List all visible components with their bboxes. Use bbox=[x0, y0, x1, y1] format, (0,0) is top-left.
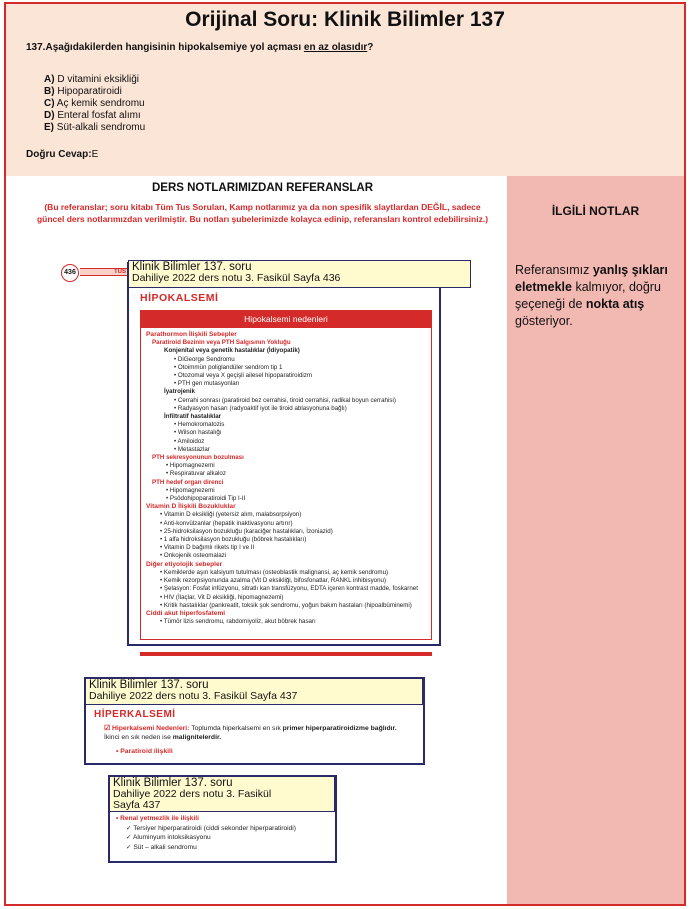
cause-line: • Hipomagnezemi bbox=[166, 486, 215, 494]
notes-heading: İLGİLİ NOTLAR bbox=[551, 204, 640, 218]
cause-line: • Vitamin D bağımlı rikets tip I ve II bbox=[160, 544, 255, 552]
question-mark: ? bbox=[367, 42, 374, 53]
cause-line: • Hemokromatozis bbox=[174, 421, 225, 429]
page-number-badge: 436 bbox=[61, 264, 79, 282]
cause-line: • Radyasyon hasarı (radyoaktif iyot ile tiroid ablasyonuna bağlı) bbox=[174, 404, 347, 412]
references-note: (Bu referanslar; soru kitabı Tüm Tus Soruları, Kamp notlarımız ya da non spesifik slaytlardan DEĞİL, sadece güncel ders notlarımızdan verilmiştir. Bu notları şubelerimizde kolayca edinip, referansları kontrol edebilirsiniz.) bbox=[36, 202, 489, 224]
cause-line: • Metastazlar bbox=[174, 445, 210, 453]
label-title: Klinik Bilimler 137. soru bbox=[113, 777, 233, 789]
renal-item: ✓ Aluminyum intoksikasyonu bbox=[126, 834, 211, 841]
cause-line: • Wilson hastalığı bbox=[174, 429, 222, 437]
section-title-hipokalsemi: HİPOKALSEMİ bbox=[140, 292, 219, 304]
cause-line: • Otozomal veya X geçişli ailesel hipoparatiroidizm bbox=[174, 372, 313, 380]
option-c: C) Aç kemik sendromu bbox=[44, 98, 145, 109]
notes-text: Referansımız yanlış şıkları eletmekle kalmıyor, doğru şeçeneği de nokta atış gösteriyor. bbox=[515, 263, 668, 328]
hipokalsemi-causes-list bbox=[146, 331, 430, 626]
label-title: Klinik Bilimler 137. soru bbox=[132, 261, 252, 273]
option-e: E) Süt-alkali sendromu bbox=[44, 122, 146, 133]
cause-line: • Şelasyon: Fosfat infüzyonu, sitratlı kan transfüzyonu, EDTA içeren kontrast madde, foskarnet bbox=[160, 585, 418, 593]
renal-causes-list bbox=[116, 814, 332, 852]
cause-line: • Tümör lizis sendromu, rabdomiyoliz, akut böbrek hasarı bbox=[160, 618, 316, 626]
cause-line: Ciddi akut hiperfosfatemi bbox=[146, 609, 226, 617]
cause-line: • 1 alfa hidroksilasyon bozukluğu (böbrek hastalıkları) bbox=[160, 536, 307, 544]
label-title: Klinik Bilimler 137. soru bbox=[89, 679, 209, 691]
cause-line: • Vitamin D eksikliği (yetersiz alım, malabsorpsiyon) bbox=[160, 511, 302, 519]
divider bbox=[140, 652, 432, 656]
cause-line: Parathormon İlişkili Sebepler bbox=[146, 331, 237, 338]
option-b: B) Hipoparatiroidi bbox=[44, 86, 122, 97]
hiperkalsemi-causes: ☑ Hiperkalsemi Nedenleri: Toplumda hiperkalsemi en sık primer hiperparatiroidizme bağlıdır. İkinci en sık neden ise malignitelerdir. bbox=[104, 725, 397, 741]
option-list bbox=[44, 74, 145, 134]
reference-label-437-a bbox=[85, 678, 423, 705]
cause-line: • Psödohipoparatiroidi Tip I-II bbox=[166, 495, 246, 503]
table-header: Hipokalsemi nedenleri bbox=[140, 310, 432, 328]
cause-line: İnfiltratif hastalıklar bbox=[164, 413, 222, 421]
notes-panel bbox=[507, 176, 684, 904]
question-box bbox=[6, 4, 684, 176]
check-icon: ☑ bbox=[104, 725, 111, 732]
cause-line: Paratiroid Bezinin veya PTH Salgısının Yokluğu bbox=[152, 339, 291, 347]
cause-line: • DiGeorge Sendromu bbox=[174, 355, 235, 363]
question-text bbox=[26, 42, 373, 53]
question-emphasis: en az olasıdır bbox=[303, 42, 368, 53]
cause-line: • HIV (İlaçlar, Vit D eksikliği, hipomagnezemi) bbox=[160, 593, 284, 601]
page-title: Orijinal Soru: Klinik Bilimler 137 bbox=[185, 8, 505, 31]
renal-item: ✓ Tersiyer hiperparatiroidi (ciddi sekonder hiperparatiroidi) bbox=[126, 824, 296, 832]
cause-line: PTH sekresyonunun bozulması bbox=[152, 454, 244, 462]
cause-line: • PTH gen mutasyonları bbox=[174, 380, 240, 388]
cause-line: PTH hedef organ direnci bbox=[152, 478, 224, 486]
label-source: Dahiliye 2022 ders notu 3. Fasikül bbox=[113, 788, 272, 800]
cause-line: • Anti-konvülzanlar (hepatik inaktivasyonu artırır) bbox=[160, 519, 293, 527]
page-tab: TUS bbox=[80, 268, 128, 276]
cause-line: İyatrojenik bbox=[164, 388, 195, 396]
label-page: Sayfa 437 bbox=[113, 799, 161, 811]
question-number: 137. bbox=[26, 42, 46, 53]
cause-line: • Kemik rezorpsiyonunda azalma (Vit D eksikliği, bifosfonatlar, RANKL inhibisyonu) bbox=[160, 577, 387, 585]
renal-item: ✓ Süt – alkali sendromu bbox=[126, 843, 197, 851]
cause-line: Vitamin D İlişkili Bozukluklar bbox=[146, 503, 236, 511]
paratiroid-bullet: • Paratiroid ilişkili bbox=[116, 748, 173, 755]
cause-line: • Otoimmün poliglandüler sendrom tip 1 bbox=[174, 363, 283, 371]
reference-label-436 bbox=[128, 260, 471, 288]
label-source: Dahiliye 2022 ders notu 3. Fasikül Sayfa 437 bbox=[89, 690, 298, 702]
option-d: D) Enteral fosfat alımı bbox=[44, 110, 141, 121]
cause-line: • Kemiklerde aşırı kalsiyum tutulması (osteoblastik malignansi, aç kemik sendromu) bbox=[160, 568, 389, 576]
question-stem: Aşağıdakilerden hangisinin hipokalsemiye yol açması bbox=[45, 42, 304, 53]
cause-line: Diğer etiyolojik sebepler bbox=[146, 560, 223, 568]
option-a: A) D vitamini eksikliği bbox=[44, 74, 140, 85]
cause-line: • Onkojenik osteomalazi bbox=[160, 552, 227, 560]
correct-answer: Doğru Cevap:E bbox=[26, 149, 99, 160]
cause-line: • Kritik hastalıklar (pankreatit, toksik şok sendromu, yoğun bakım hastaları (hipoalbüminemi) bbox=[160, 601, 412, 609]
reference-label-437-b bbox=[109, 776, 335, 812]
renal-heading: • Renal yetmezlik ile ilişkili bbox=[116, 815, 199, 822]
cause-line: • Hipomagnezemi bbox=[166, 462, 215, 470]
cause-line: • Cerrahi sonrası (paratiroid bez cerrahisi, tiroid cerrahisi, radikal boyun cerrahisi) bbox=[174, 396, 396, 404]
cause-line: • Amiloidoz bbox=[174, 437, 205, 445]
references-heading: DERS NOTLARIMIZDAN REFERANSLAR bbox=[151, 182, 374, 194]
cause-line: Konjenital veya genetik hastalıklar (İdiyopatik) bbox=[164, 347, 300, 355]
cause-line: • Respiratuvar alkaloz bbox=[166, 470, 226, 478]
section-title-hiperkalsemi: HİPERKALSEMİ bbox=[94, 709, 176, 720]
cause-line: • 25-hidroksilasyon bozukluğu (karaciğer hastalıkları, İzoniazid) bbox=[160, 527, 333, 535]
label-source: Dahiliye 2022 ders notu 3. Fasikül Sayfa 436 bbox=[132, 272, 341, 284]
